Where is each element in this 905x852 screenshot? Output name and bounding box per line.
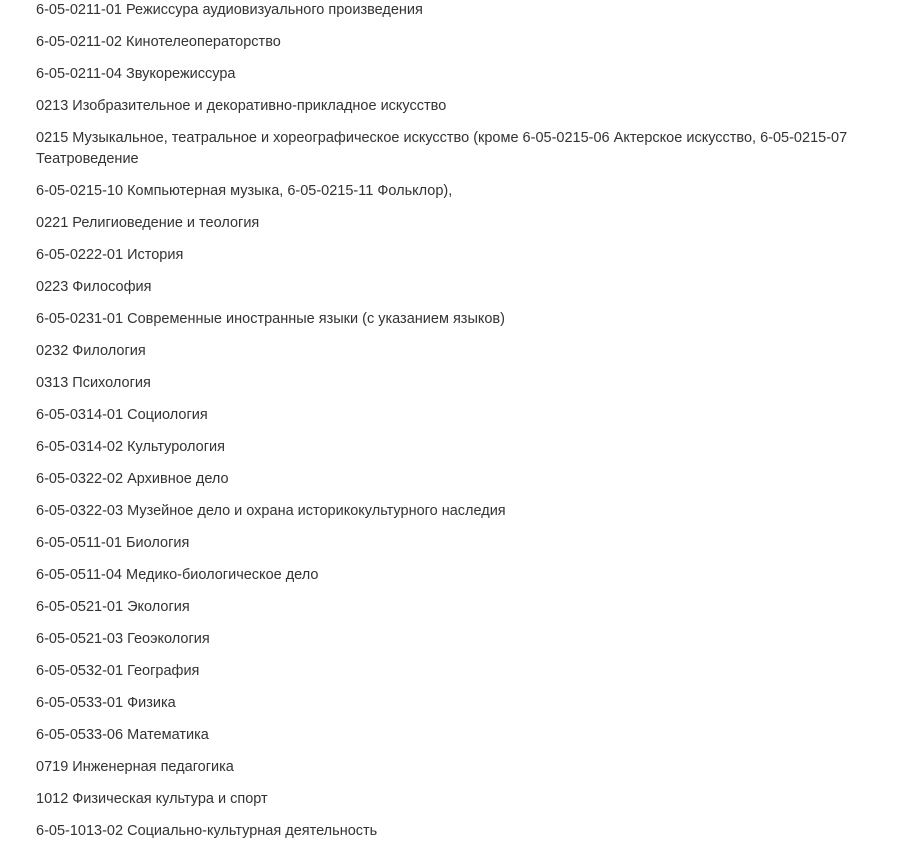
list-item: 6-05-0211-04 Звукорежиссура (36, 66, 236, 82)
list-item: 6-05-0231-01 Современные иностранные языки (с указанием языков) (36, 311, 505, 327)
list-item: 6-05-0521-03 Геоэкология (36, 631, 210, 647)
list-item: 0232 Филология (36, 343, 146, 359)
list-item: 6-05-0533-06 Математика (36, 727, 209, 743)
list-item: 6-05-0532-01 География (36, 663, 200, 679)
list-item: 0223 Философия (36, 279, 152, 295)
list-item: 6-05-0211-01 Режиссура аудиовизуального произведения (36, 2, 423, 18)
list-item: 0221 Религиоведение и теология (36, 215, 260, 231)
list-item: 6-05-0322-02 Архивное дело (36, 471, 229, 487)
list-item: 6-05-1013-02 Социально-культурная деятельность (36, 823, 378, 839)
list-item: 0313 Психология (36, 375, 151, 391)
list-item: 0213 Изобразительное и декоративно-прикладное искусство (36, 98, 447, 114)
list-item: 6-05-0511-04 Медико-биологическое дело (36, 567, 319, 583)
list-item: 6-05-0222-01 История (36, 247, 184, 263)
list-item: 6-05-0322-03 Музейное дело и охрана историкокультурного наследия (36, 503, 506, 519)
list-item: 6-05-0314-01 Социология (36, 407, 208, 423)
list-item: 6-05-0215-10 Компьютерная музыка, 6-05-0215-11 Фольклор), (36, 183, 453, 199)
list-item: 6-05-0314-02 Культурология (36, 439, 225, 455)
list-item: 0719 Инженерная педагогика (36, 759, 234, 775)
list-item: 6-05-0211-02 Кинотелеоператорство (36, 34, 281, 50)
list-item: 1012 Физическая культура и спорт (36, 791, 268, 807)
list-item: 6-05-0533-01 Физика (36, 695, 176, 711)
list-item: 0215 Музыкальное, театральное и хореографическое искусство (кроме 6-05-0215-06 Актерское искусство, 6-05-0215-07 Театроведение (36, 130, 848, 167)
list-item: 6-05-0521-01 Экология (36, 599, 190, 615)
list-item: 6-05-0511-01 Биология (36, 535, 190, 551)
